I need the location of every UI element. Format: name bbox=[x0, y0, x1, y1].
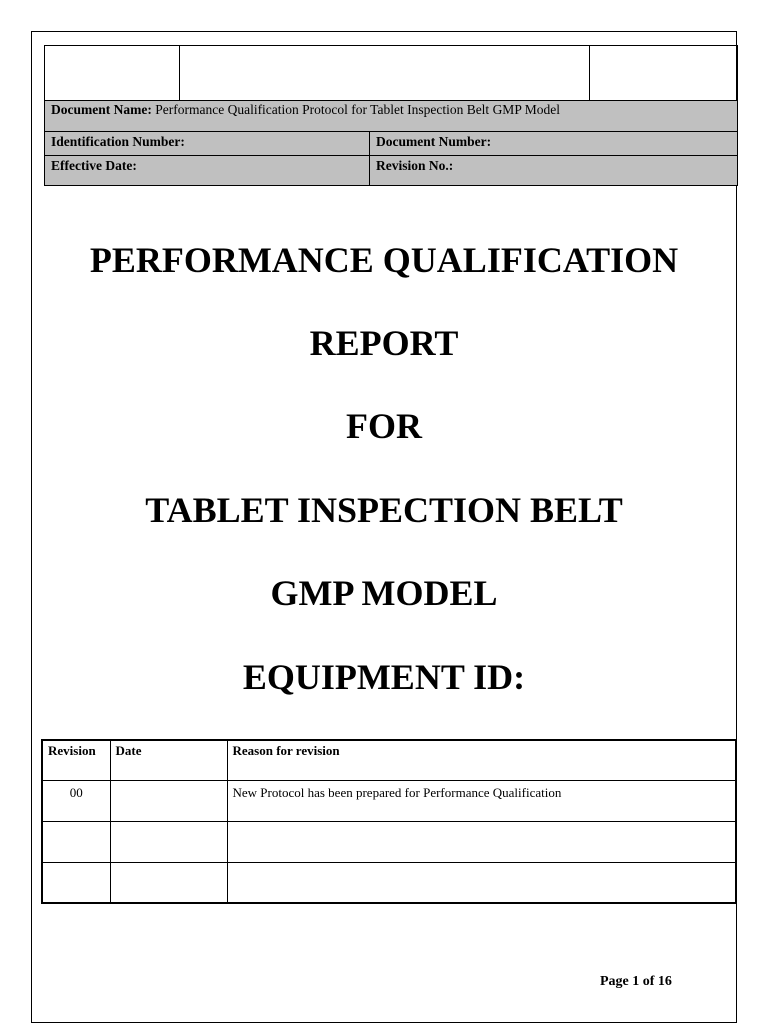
title-line-5: GMP MODEL bbox=[270, 573, 498, 613]
identification-number-label: Identification Number: bbox=[45, 132, 370, 155]
reason-cell bbox=[227, 862, 736, 903]
header-right-cell bbox=[590, 46, 737, 100]
table-row bbox=[42, 862, 736, 903]
document-number-label: Document Number: bbox=[376, 134, 492, 149]
date-cell bbox=[110, 821, 227, 862]
document-name-label: Document Name: bbox=[51, 102, 152, 117]
title-line-1: PERFORMANCE QUALIFICATION bbox=[89, 240, 679, 280]
date-cell bbox=[110, 862, 227, 903]
column-header-reason: Reason for revision bbox=[227, 740, 736, 780]
company-name-cell bbox=[180, 46, 590, 100]
reason-cell: New Protocol has been prepared for Performance Qualification bbox=[227, 780, 736, 821]
table-row bbox=[42, 780, 736, 821]
table-row bbox=[42, 821, 736, 862]
column-header-revision: Revision bbox=[42, 740, 110, 780]
header-logo-row bbox=[44, 45, 738, 101]
table-header-row bbox=[42, 740, 736, 780]
title-line-6: EQUIPMENT ID: bbox=[242, 657, 526, 697]
title-line-4: TABLET INSPECTION BELT bbox=[145, 490, 623, 530]
revision-no-label: Revision No.: bbox=[376, 158, 454, 173]
date-cell bbox=[110, 780, 227, 821]
document-name-row bbox=[44, 100, 738, 132]
revision-history-table bbox=[41, 739, 737, 904]
revision-cell bbox=[42, 862, 110, 903]
title-line-3: FOR bbox=[346, 406, 422, 446]
document-name-value: Performance Qualification Protocol for Tablet Inspection Belt GMP Model bbox=[155, 102, 560, 117]
title-line-2: REPORT bbox=[309, 323, 459, 363]
reason-cell bbox=[227, 821, 736, 862]
revision-cell: 00 bbox=[42, 780, 110, 821]
effective-date-row bbox=[44, 155, 738, 186]
logo-cell bbox=[45, 46, 180, 100]
effective-date-label: Effective Date: bbox=[45, 156, 370, 185]
column-header-date: Date bbox=[110, 740, 227, 780]
identification-row bbox=[44, 131, 738, 156]
page-number: Page 1 of 16 bbox=[600, 974, 672, 989]
revision-cell bbox=[42, 821, 110, 862]
